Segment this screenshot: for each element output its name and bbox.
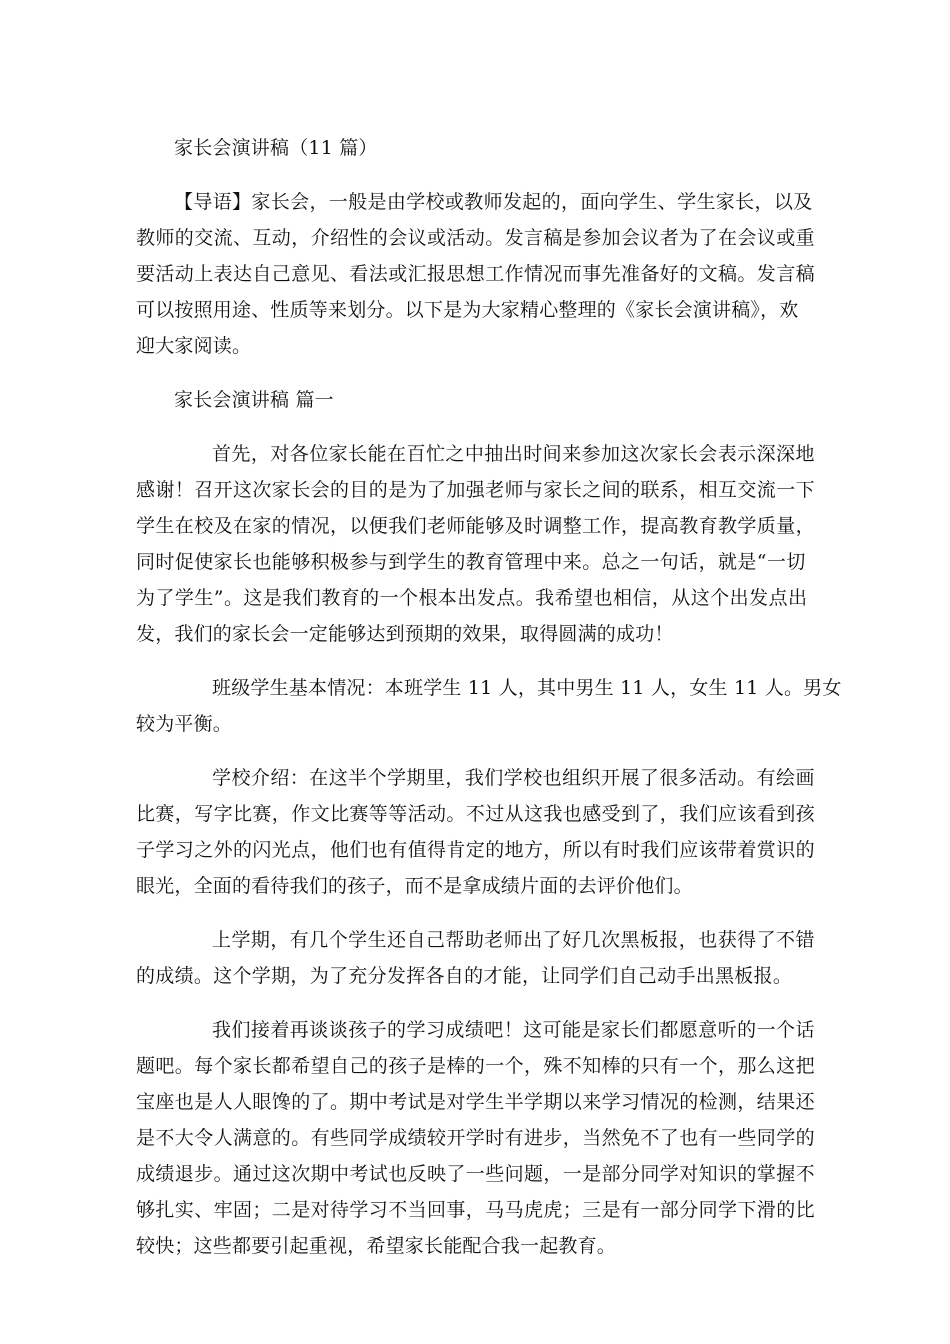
body-line: 首先，对各位家长能在百忙之中抽出时间来参加这次家长会表示深深地 <box>212 443 815 465</box>
document-title: 家长会演讲稿（11 篇） <box>174 137 378 159</box>
body-line: 感谢！召开这次家长会的目的是为了加强老师与家长之间的联系，相互交流一下 <box>136 479 816 501</box>
body-line: 学生在校及在家的情况，以便我们老师能够及时调整工作，提高教育教学质量， <box>136 515 816 537</box>
body-line: 够扎实、牢固；二是对待学习不当回事，马马虎虎；三是有一部分同学下滑的比 <box>136 1199 816 1221</box>
body-line: 是不大令人满意的。有些同学成绩较开学时有进步，当然免不了也有一些同学的 <box>136 1127 816 1149</box>
body-line: 学校介绍：在这半个学期里，我们学校也组织开展了很多活动。有绘画 <box>212 767 815 789</box>
intro-line: 要活动上表达自己意见、看法或汇报思想工作情况而事先准备好的文稿。发言稿 <box>136 263 816 285</box>
body-line: 为了学生”。这是我们教育的一个根本出发点。我希望也相信，从这个出发点出 <box>136 587 808 609</box>
body-line: 比赛，写字比赛，作文比赛等等活动。不过从这我也感受到了，我们应该看到孩 <box>136 803 816 825</box>
intro-line: 教师的交流、互动，介绍性的会议或活动。发言稿是参加会议者为了在会议或重 <box>136 227 816 249</box>
body-line: 眼光，全面的看待我们的孩子，而不是拿成绩片面的去评价他们。 <box>136 875 693 897</box>
body-line: 发，我们的家长会一定能够达到预期的效果，取得圆满的成功！ <box>136 623 674 645</box>
body-line: 宝座也是人人眼馋的了。期中考试是对学生半学期以来学习情况的检测，结果还 <box>136 1091 816 1113</box>
body-line: 较为平衡。 <box>136 713 233 735</box>
body-line: 子学习之外的闪光点，他们也有值得肯定的地方，所以有时我们应该带着赏识的 <box>136 839 816 861</box>
body-line: 班级学生基本情况：本班学生 11 人，其中男生 11 人，女生 11 人。男女 <box>212 677 842 699</box>
body-line: 成绩退步。通过这次期中考试也反映了一些问题，一是部分同学对知识的掌握不 <box>136 1163 816 1185</box>
intro-line: 迎大家阅读。 <box>136 335 252 357</box>
body-line: 上学期，有几个学生还自己帮助老师出了好几次黑板报，也获得了不错 <box>212 929 815 951</box>
body-line: 同时促使家长也能够积极参与到学生的教育管理中来。总之一句话，就是“一切 <box>136 551 806 573</box>
intro-line: 可以按照用途、性质等来划分。以下是为大家精心整理的《家长会演讲稿》，欢 <box>136 299 799 321</box>
body-line: 我们接着再谈谈孩子的学习成绩吧！这可能是家长们都愿意听的一个话 <box>212 1019 815 1041</box>
body-line: 的成绩。这个学期，为了充分发挥各自的才能，让同学们自己动手出黑板报。 <box>136 965 793 987</box>
body-line: 题吧。每个家长都希望自己的孩子是棒的一个，殊不知棒的只有一个，那么这把 <box>136 1055 816 1077</box>
intro-line: 【导语】家长会，一般是由学校或教师发起的，面向学生、学生家长，以及 <box>174 191 813 213</box>
section-heading: 家长会演讲稿 篇一 <box>174 389 334 411</box>
body-line: 较快；这些都要引起重视，希望家长能配合我一起教育。 <box>136 1235 617 1257</box>
